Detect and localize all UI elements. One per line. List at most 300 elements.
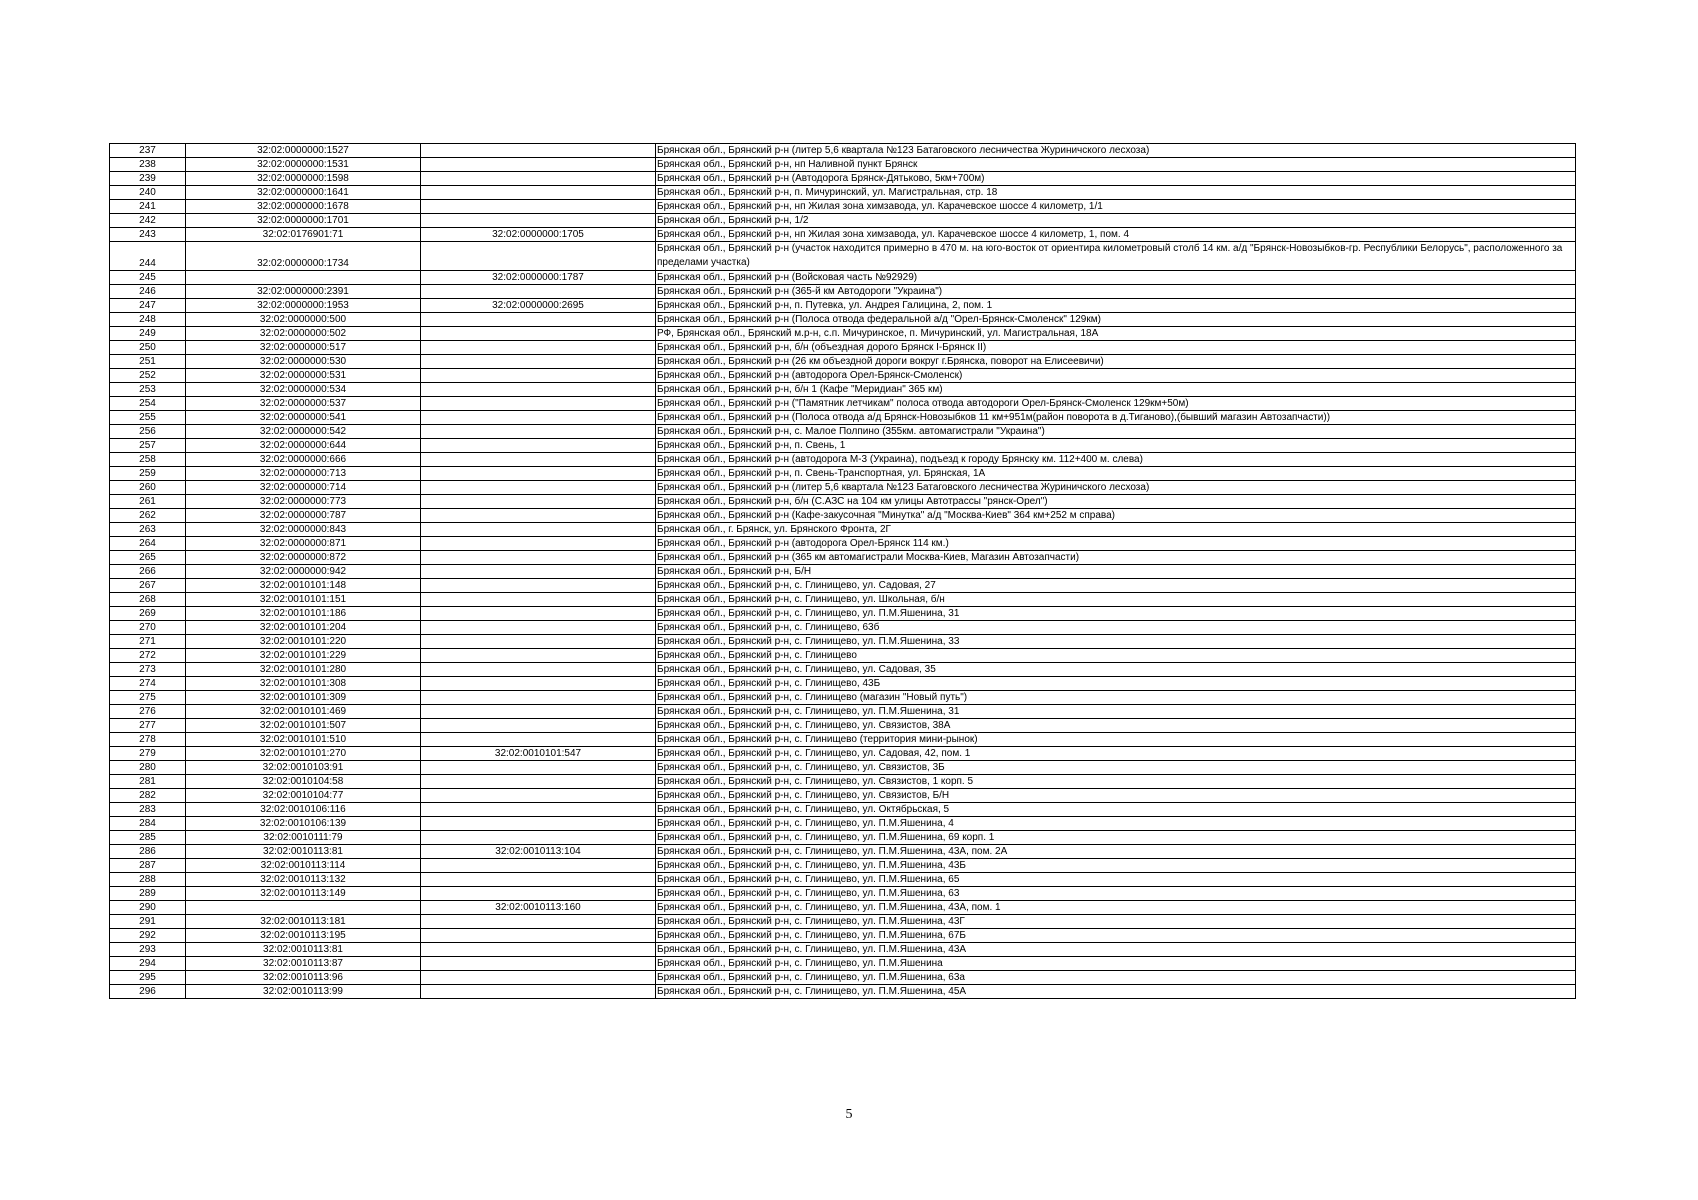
address-cell: Брянская обл., Брянский р-н, с. Глинищево, 63б	[656, 621, 1576, 635]
related-cadastral-number-cell	[421, 523, 656, 537]
table-row	[110, 341, 1576, 355]
address-cell: Брянская обл., Брянский р-н, с. Глинищево, ул. П.М.Яшенина, 63	[656, 887, 1576, 901]
table-row	[110, 943, 1576, 957]
row-number-cell: 242	[110, 214, 186, 228]
address-cell: Брянская обл., Брянский р-н (участок находится примерно в 470 м. на юго-восток от ориентира километровый столб 14 км. а/д "Брянск-Новозыбков-гр. Республики Белорусь", расположенного за пределами участка)	[656, 242, 1576, 271]
cadastral-number-cell: 32:02:0010113:99	[186, 985, 421, 999]
row-number-cell: 283	[110, 803, 186, 817]
related-cadastral-number-cell	[421, 158, 656, 172]
address-cell: Брянская обл., Брянский р-н (Полоса отвода а/д Брянск-Новозыбков 11 км+951м(район поворота в д.Тиганово),(бывший магазин Автозапчасти))	[656, 411, 1576, 425]
cadastral-number-cell: 32:02:0000000:714	[186, 481, 421, 495]
related-cadastral-number-cell	[421, 537, 656, 551]
row-number-cell: 292	[110, 929, 186, 943]
table-row	[110, 803, 1576, 817]
cadastral-number-cell: 32:02:0000000:530	[186, 355, 421, 369]
related-cadastral-number-cell	[421, 214, 656, 228]
row-number-cell: 252	[110, 369, 186, 383]
cadastral-number-cell: 32:02:0000000:542	[186, 425, 421, 439]
table-row	[110, 719, 1576, 733]
row-number-cell: 255	[110, 411, 186, 425]
related-cadastral-number-cell	[421, 733, 656, 747]
address-cell: Брянская обл., Брянский р-н, б/н (объездная дорого Брянск I-Брянск II)	[656, 341, 1576, 355]
cadastral-number-cell: 32:02:0000000:537	[186, 397, 421, 411]
related-cadastral-number-cell	[421, 383, 656, 397]
address-cell: Брянская обл., Брянский р-н, с. Глинищево, 43Б	[656, 677, 1576, 691]
related-cadastral-number-cell	[421, 467, 656, 481]
cadastral-number-cell: 32:02:0010113:81	[186, 943, 421, 957]
row-number-cell: 274	[110, 677, 186, 691]
related-cadastral-number-cell	[421, 691, 656, 705]
related-cadastral-number-cell	[421, 971, 656, 985]
row-number-cell: 244	[110, 242, 186, 271]
address-cell: Брянская обл., Брянский р-н, с. Глинищево, ул. П.М.Яшенина, 43А, пом. 1	[656, 901, 1576, 915]
address-cell: Брянская обл., Брянский р-н, с. Глинищево (территория мини-рынок)	[656, 733, 1576, 747]
table-row	[110, 593, 1576, 607]
related-cadastral-number-cell	[421, 509, 656, 523]
address-cell: Брянская обл., г. Брянск, ул. Брянского Фронта, 2Г	[656, 523, 1576, 537]
cadastral-number-cell: 32:02:0010113:149	[186, 887, 421, 901]
row-number-cell: 265	[110, 551, 186, 565]
row-number-cell: 287	[110, 859, 186, 873]
address-cell: Брянская обл., Брянский р-н (автодорога Орел-Брянск 114 км.)	[656, 537, 1576, 551]
cadastral-number-cell: 32:02:0010103:91	[186, 761, 421, 775]
cadastral-number-cell: 32:02:0000000:1598	[186, 172, 421, 186]
row-number-cell: 248	[110, 313, 186, 327]
related-cadastral-number-cell	[421, 186, 656, 200]
address-cell: Брянская обл., Брянский р-н, с. Глинищево, ул. Связистов, 1 корп. 5	[656, 775, 1576, 789]
related-cadastral-number-cell	[421, 579, 656, 593]
address-cell: Брянская обл., Брянский р-н, с. Глинищево	[656, 649, 1576, 663]
row-number-cell: 259	[110, 467, 186, 481]
table-row	[110, 313, 1576, 327]
cadastral-number-cell: 32:02:0000000:502	[186, 327, 421, 341]
address-cell: Брянская обл., Брянский р-н, Б/Н	[656, 565, 1576, 579]
table-row	[110, 481, 1576, 495]
related-cadastral-number-cell	[421, 803, 656, 817]
related-cadastral-number-cell	[421, 789, 656, 803]
cadastral-number-cell: 32:02:0010101:308	[186, 677, 421, 691]
cadastral-number-cell: 32:02:0000000:1531	[186, 158, 421, 172]
row-number-cell: 273	[110, 663, 186, 677]
table-row	[110, 691, 1576, 705]
table-row	[110, 607, 1576, 621]
cadastral-number-cell: 32:02:0000000:534	[186, 383, 421, 397]
row-number-cell: 249	[110, 327, 186, 341]
page-number: 5	[845, 1107, 853, 1122]
row-number-cell: 290	[110, 901, 186, 915]
table-row	[110, 271, 1576, 285]
address-cell: Брянская обл., Брянский р-н, с. Глинищево, ул. Связистов, Б/Н	[656, 789, 1576, 803]
address-cell: Брянская обл., Брянский р-н, б/н (С.АЗС на 104 км улицы Автотрассы "рянск-Орел")	[656, 495, 1576, 509]
row-number-cell: 286	[110, 845, 186, 859]
row-number-cell: 262	[110, 509, 186, 523]
cadastral-number-cell: 32:02:0000000:713	[186, 467, 421, 481]
related-cadastral-number-cell	[421, 887, 656, 901]
related-cadastral-number-cell	[421, 663, 656, 677]
table-row	[110, 509, 1576, 523]
row-number-cell: 271	[110, 635, 186, 649]
table-row	[110, 677, 1576, 691]
row-number-cell: 251	[110, 355, 186, 369]
related-cadastral-number-cell	[421, 397, 656, 411]
address-cell: Брянская обл., Брянский р-н, с. Глинищево, ул. П.М.Яшенина, 69 корп. 1	[656, 831, 1576, 845]
table-row	[110, 817, 1576, 831]
related-cadastral-number-cell	[421, 985, 656, 999]
row-number-cell: 284	[110, 817, 186, 831]
table-row	[110, 929, 1576, 943]
row-number-cell: 294	[110, 957, 186, 971]
table-row	[110, 495, 1576, 509]
related-cadastral-number-cell	[421, 341, 656, 355]
address-cell: Брянская обл., Брянский р-н, с. Глинищево, ул. П.М.Яшенина, 43А	[656, 943, 1576, 957]
address-cell: Брянская обл., Брянский р-н (Войсковая часть №92929)	[656, 271, 1576, 285]
address-cell: Брянская обл., Брянский р-н, с. Глинищево, ул. Связистов, 38А	[656, 719, 1576, 733]
address-cell: Брянская обл., Брянский р-н (365 км автомагистрали Москва-Киев, Магазин Автозапчасти)	[656, 551, 1576, 565]
table-row	[110, 915, 1576, 929]
address-cell: Брянская обл., Брянский р-н, нп Жилая зона химзавода, ул. Карачевское шоссе 4 километр, 1/1	[656, 200, 1576, 214]
address-cell: РФ, Брянская обл., Брянский м.р-н, с.п. Мичуринское, п. Мичуринский, ул. Магистральная, 18А	[656, 327, 1576, 341]
row-number-cell: 254	[110, 397, 186, 411]
row-number-cell: 264	[110, 537, 186, 551]
address-cell: Брянская обл., Брянский р-н, с. Глинищево, ул. Октябрьская, 5	[656, 803, 1576, 817]
related-cadastral-number-cell: 32:02:0000000:1787	[421, 271, 656, 285]
address-cell: Брянская обл., Брянский р-н (автодорога М-3 (Украина), подъезд к городу Брянску км. 112+400 м. слева)	[656, 453, 1576, 467]
address-cell: Брянская обл., Брянский р-н, п. Свень-Транспортная, ул. Брянская, 1А	[656, 467, 1576, 481]
related-cadastral-number-cell: 32:02:0010113:104	[421, 845, 656, 859]
address-cell: Брянская обл., Брянский р-н, с. Глинищево, ул. Школьная, б/н	[656, 593, 1576, 607]
related-cadastral-number-cell	[421, 621, 656, 635]
table-row	[110, 733, 1576, 747]
address-cell: Брянская обл., Брянский р-н (Автодорога Брянск-Дятьково, 5км+700м)	[656, 172, 1576, 186]
table-row	[110, 635, 1576, 649]
table-row	[110, 383, 1576, 397]
address-cell: Брянская обл., Брянский р-н, с. Глинищево (магазин "Новый путь")	[656, 691, 1576, 705]
table-row	[110, 663, 1576, 677]
cadastral-number-cell: 32:02:0000000:666	[186, 453, 421, 467]
related-cadastral-number-cell	[421, 705, 656, 719]
table-row	[110, 579, 1576, 593]
address-cell: Брянская обл., Брянский р-н, п. Мичуринский, ул. Магистральная, стр. 18	[656, 186, 1576, 200]
row-number-cell: 281	[110, 775, 186, 789]
table-row	[110, 831, 1576, 845]
address-cell: Брянская обл., Брянский р-н, с. Глинищево, ул. П.М.Яшенина, 33	[656, 635, 1576, 649]
table-row	[110, 425, 1576, 439]
related-cadastral-number-cell	[421, 593, 656, 607]
address-cell: Брянская обл., Брянский р-н (Полоса отвода федеральной а/д "Орел-Брянск-Смоленск" 129км)	[656, 313, 1576, 327]
address-cell: Брянская обл., Брянский р-н, с. Глинищево, ул. П.М.Яшенина, 67Б	[656, 929, 1576, 943]
address-cell: Брянская обл., Брянский р-н, с. Малое Полпино (355км. автомагистрали "Украина")	[656, 425, 1576, 439]
cadastral-number-cell: 32:02:0000000:541	[186, 411, 421, 425]
row-number-cell: 272	[110, 649, 186, 663]
cadastral-number-cell: 32:02:0000000:843	[186, 523, 421, 537]
cadastral-number-cell: 32:02:0000000:531	[186, 369, 421, 383]
cadastral-number-cell: 32:02:0010113:87	[186, 957, 421, 971]
cadastral-number-cell: 32:02:0000000:773	[186, 495, 421, 509]
row-number-cell: 282	[110, 789, 186, 803]
cadastral-number-cell: 32:02:0176901:71	[186, 228, 421, 242]
table-row	[110, 200, 1576, 214]
cadastral-number-cell: 32:02:0000000:517	[186, 341, 421, 355]
address-cell: Брянская обл., Брянский р-н, с. Глинищево, ул. П.М.Яшенина	[656, 957, 1576, 971]
cadastral-number-cell: 32:02:0010104:77	[186, 789, 421, 803]
address-cell: Брянская обл., Брянский р-н, с. Глинищево, ул. П.М.Яшенина, 45А	[656, 985, 1576, 999]
table-row	[110, 158, 1576, 172]
related-cadastral-number-cell	[421, 551, 656, 565]
row-number-cell: 288	[110, 873, 186, 887]
related-cadastral-number-cell	[421, 425, 656, 439]
table-row	[110, 565, 1576, 579]
related-cadastral-number-cell	[421, 915, 656, 929]
address-cell: Брянская обл., Брянский р-н, б/н 1 (Кафе "Меридиан" 365 км)	[656, 383, 1576, 397]
cadastral-number-cell: 32:02:0010113:96	[186, 971, 421, 985]
address-cell: Брянская обл., Брянский р-н, нп Жилая зона химзавода, ул. Карачевское шоссе 4 километр, 1, пом. 4	[656, 228, 1576, 242]
table-row	[110, 985, 1576, 999]
row-number-cell: 247	[110, 299, 186, 313]
cadastral-number-cell: 32:02:0010101:204	[186, 621, 421, 635]
table-row	[110, 873, 1576, 887]
address-cell: Брянская обл., Брянский р-н, п. Путевка, ул. Андрея Галицина, 2, пом. 1	[656, 299, 1576, 313]
related-cadastral-number-cell	[421, 873, 656, 887]
table-row	[110, 523, 1576, 537]
cadastral-number-cell: 32:02:0010101:186	[186, 607, 421, 621]
cadastral-number-cell: 32:02:0000000:1701	[186, 214, 421, 228]
row-number-cell: 253	[110, 383, 186, 397]
cadastral-number-cell: 32:02:0010101:507	[186, 719, 421, 733]
table-row	[110, 144, 1576, 158]
related-cadastral-number-cell	[421, 172, 656, 186]
row-number-cell: 258	[110, 453, 186, 467]
address-cell: Брянская обл., Брянский р-н, нп Наливной пункт Брянск	[656, 158, 1576, 172]
related-cadastral-number-cell	[421, 327, 656, 341]
row-number-cell: 266	[110, 565, 186, 579]
related-cadastral-number-cell	[421, 369, 656, 383]
row-number-cell: 245	[110, 271, 186, 285]
row-number-cell: 239	[110, 172, 186, 186]
cadastral-number-cell: 32:02:0010101:151	[186, 593, 421, 607]
table-row	[110, 299, 1576, 313]
address-cell: Брянская обл., Брянский р-н, с. Глинищево, ул. П.М.Яшенина, 43Б	[656, 859, 1576, 873]
cadastral-number-cell: 32:02:0010106:139	[186, 817, 421, 831]
address-cell: Брянская обл., Брянский р-н (автодорога Орел-Брянск-Смоленск)	[656, 369, 1576, 383]
related-cadastral-number-cell	[421, 859, 656, 873]
table-row	[110, 901, 1576, 915]
table-body	[110, 144, 1576, 999]
table-row	[110, 228, 1576, 242]
related-cadastral-number-cell	[421, 200, 656, 214]
property-table	[109, 143, 1576, 999]
table-row	[110, 789, 1576, 803]
related-cadastral-number-cell	[421, 565, 656, 579]
address-cell: Брянская обл., Брянский р-н, с. Глинищево, ул. П.М.Яшенина, 43А, пом. 2А	[656, 845, 1576, 859]
row-number-cell: 238	[110, 158, 186, 172]
cadastral-number-cell: 32:02:0010101:229	[186, 649, 421, 663]
row-number-cell: 237	[110, 144, 186, 158]
related-cadastral-number-cell	[421, 285, 656, 299]
row-number-cell: 263	[110, 523, 186, 537]
address-cell: Брянская обл., Брянский р-н, с. Глинищево, ул. П.М.Яшенина, 63а	[656, 971, 1576, 985]
related-cadastral-number-cell	[421, 761, 656, 775]
cadastral-number-cell: 32:02:0000000:1953	[186, 299, 421, 313]
row-number-cell: 250	[110, 341, 186, 355]
cadastral-number-cell: 32:02:0010113:195	[186, 929, 421, 943]
related-cadastral-number-cell	[421, 313, 656, 327]
cadastral-number-cell: 32:02:0000000:872	[186, 551, 421, 565]
table-row	[110, 467, 1576, 481]
table-row	[110, 747, 1576, 761]
related-cadastral-number-cell	[421, 242, 656, 271]
table-row	[110, 355, 1576, 369]
table-row	[110, 845, 1576, 859]
row-number-cell: 276	[110, 705, 186, 719]
address-cell: Брянская обл., Брянский р-н, с. Глинищево, ул. П.М.Яшенина, 43Г	[656, 915, 1576, 929]
table-row	[110, 649, 1576, 663]
cadastral-number-cell: 32:02:0010101:309	[186, 691, 421, 705]
related-cadastral-number-cell	[421, 495, 656, 509]
related-cadastral-number-cell	[421, 453, 656, 467]
table-row	[110, 242, 1576, 271]
cadastral-number-cell: 32:02:0010101:510	[186, 733, 421, 747]
related-cadastral-number-cell	[421, 719, 656, 733]
address-cell: Брянская обл., Брянский р-н, с. Глинищево, ул. Садовая, 27	[656, 579, 1576, 593]
cadastral-number-cell: 32:02:0000000:1678	[186, 200, 421, 214]
table-row	[110, 887, 1576, 901]
row-number-cell: 277	[110, 719, 186, 733]
table-row	[110, 971, 1576, 985]
table-row	[110, 621, 1576, 635]
address-cell: Брянская обл., Брянский р-н (литер 5,6 квартала №123 Батаговского лесничества Журиничского лесхоза)	[656, 481, 1576, 495]
address-cell: Брянская обл., Брянский р-н, с. Глинищево, ул. П.М.Яшенина, 65	[656, 873, 1576, 887]
cadastral-number-cell: 32:02:0000000:942	[186, 565, 421, 579]
related-cadastral-number-cell	[421, 817, 656, 831]
related-cadastral-number-cell	[421, 649, 656, 663]
table-row	[110, 537, 1576, 551]
address-cell: Брянская обл., Брянский р-н, с. Глинищево, ул. П.М.Яшенина, 4	[656, 817, 1576, 831]
cadastral-number-cell: 32:02:0010101:220	[186, 635, 421, 649]
related-cadastral-number-cell	[421, 929, 656, 943]
address-cell: Брянская обл., Брянский р-н, с. Глинищево, ул. Садовая, 42, пом. 1	[656, 747, 1576, 761]
address-cell: Брянская обл., Брянский р-н, с. Глинищево, ул. Садовая, 35	[656, 663, 1576, 677]
related-cadastral-number-cell	[421, 439, 656, 453]
row-number-cell: 269	[110, 607, 186, 621]
row-number-cell: 246	[110, 285, 186, 299]
cadastral-number-cell: 32:02:0010101:280	[186, 663, 421, 677]
related-cadastral-number-cell	[421, 943, 656, 957]
related-cadastral-number-cell	[421, 355, 656, 369]
table-row	[110, 761, 1576, 775]
cadastral-number-cell: 32:02:0010101:469	[186, 705, 421, 719]
related-cadastral-number-cell: 32:02:0000000:1705	[421, 228, 656, 242]
row-number-cell: 257	[110, 439, 186, 453]
related-cadastral-number-cell	[421, 957, 656, 971]
cadastral-number-cell: 32:02:0000000:1641	[186, 186, 421, 200]
table-row	[110, 327, 1576, 341]
cadastral-number-cell: 32:02:0010113:132	[186, 873, 421, 887]
row-number-cell: 270	[110, 621, 186, 635]
table-row	[110, 775, 1576, 789]
address-cell: Брянская обл., Брянский р-н ("Памятник летчикам" полоса отвода автодороги Орел-Брянск-Смоленск 129км+50м)	[656, 397, 1576, 411]
row-number-cell: 278	[110, 733, 186, 747]
address-cell: Брянская обл., Брянский р-н, 1/2	[656, 214, 1576, 228]
row-number-cell: 256	[110, 425, 186, 439]
address-cell: Брянская обл., Брянский р-н (365-й км Автодороги "Украина")	[656, 285, 1576, 299]
related-cadastral-number-cell	[421, 831, 656, 845]
cadastral-number-cell: 32:02:0010106:116	[186, 803, 421, 817]
related-cadastral-number-cell: 32:02:0010101:547	[421, 747, 656, 761]
cadastral-number-cell: 32:02:0000000:1527	[186, 144, 421, 158]
cadastral-number-cell: 32:02:0000000:644	[186, 439, 421, 453]
table-row	[110, 397, 1576, 411]
related-cadastral-number-cell	[421, 607, 656, 621]
cadastral-number-cell: 32:02:0000000:871	[186, 537, 421, 551]
address-cell: Брянская обл., Брянский р-н (26 км объездной дороги вокруг г.Брянска, поворот на Елисеевичи)	[656, 355, 1576, 369]
table-row	[110, 551, 1576, 565]
table-row	[110, 411, 1576, 425]
table-row	[110, 285, 1576, 299]
table-row	[110, 957, 1576, 971]
address-cell: Брянская обл., Брянский р-н, с. Глинищево, ул. П.М.Яшенина, 31	[656, 705, 1576, 719]
related-cadastral-number-cell: 32:02:0000000:2695	[421, 299, 656, 313]
cadastral-number-cell: 32:02:0000000:2391	[186, 285, 421, 299]
row-number-cell: 268	[110, 593, 186, 607]
table-row	[110, 859, 1576, 873]
cadastral-number-cell: 32:02:0010111:79	[186, 831, 421, 845]
row-number-cell: 293	[110, 943, 186, 957]
row-number-cell: 280	[110, 761, 186, 775]
cadastral-number-cell: 32:02:0010104:58	[186, 775, 421, 789]
cadastral-number-cell: 32:02:0000000:787	[186, 509, 421, 523]
cadastral-number-cell: 32:02:0000000:1734	[186, 242, 421, 271]
related-cadastral-number-cell	[421, 411, 656, 425]
table-row	[110, 439, 1576, 453]
row-number-cell: 260	[110, 481, 186, 495]
address-cell: Брянская обл., Брянский р-н, с. Глинищево, ул. П.М.Яшенина, 31	[656, 607, 1576, 621]
table-row	[110, 214, 1576, 228]
cadastral-number-cell: 32:02:0010113:114	[186, 859, 421, 873]
related-cadastral-number-cell	[421, 144, 656, 158]
row-number-cell: 243	[110, 228, 186, 242]
cadastral-number-cell: 32:02:0010101:270	[186, 747, 421, 761]
row-number-cell: 275	[110, 691, 186, 705]
address-cell: Брянская обл., Брянский р-н (Кафе-закусочная "Минутка" а/д "Москва-Киев" 364 км+252 м справа)	[656, 509, 1576, 523]
row-number-cell: 279	[110, 747, 186, 761]
address-cell: Брянская обл., Брянский р-н, с. Глинищево, ул. Связистов, 3Б	[656, 761, 1576, 775]
cadastral-number-cell: 32:02:0010113:81	[186, 845, 421, 859]
address-cell: Брянская обл., Брянский р-н (литер 5,6 квартала №123 Батаговского лесничества Журиничского лесхоза)	[656, 144, 1576, 158]
row-number-cell: 295	[110, 971, 186, 985]
cadastral-number-cell	[186, 271, 421, 285]
table-row	[110, 705, 1576, 719]
cadastral-number-cell: 32:02:0010101:148	[186, 579, 421, 593]
address-cell: Брянская обл., Брянский р-н, п. Свень, 1	[656, 439, 1576, 453]
related-cadastral-number-cell	[421, 677, 656, 691]
related-cadastral-number-cell	[421, 635, 656, 649]
related-cadastral-number-cell	[421, 775, 656, 789]
row-number-cell: 291	[110, 915, 186, 929]
table-row	[110, 186, 1576, 200]
row-number-cell: 261	[110, 495, 186, 509]
row-number-cell: 289	[110, 887, 186, 901]
row-number-cell: 296	[110, 985, 186, 999]
table-row	[110, 172, 1576, 186]
cadastral-number-cell: 32:02:0010113:181	[186, 915, 421, 929]
row-number-cell: 240	[110, 186, 186, 200]
row-number-cell: 241	[110, 200, 186, 214]
row-number-cell: 285	[110, 831, 186, 845]
cadastral-number-cell	[186, 901, 421, 915]
row-number-cell: 267	[110, 579, 186, 593]
related-cadastral-number-cell: 32:02:0010113:160	[421, 901, 656, 915]
cadastral-number-cell: 32:02:0000000:500	[186, 313, 421, 327]
